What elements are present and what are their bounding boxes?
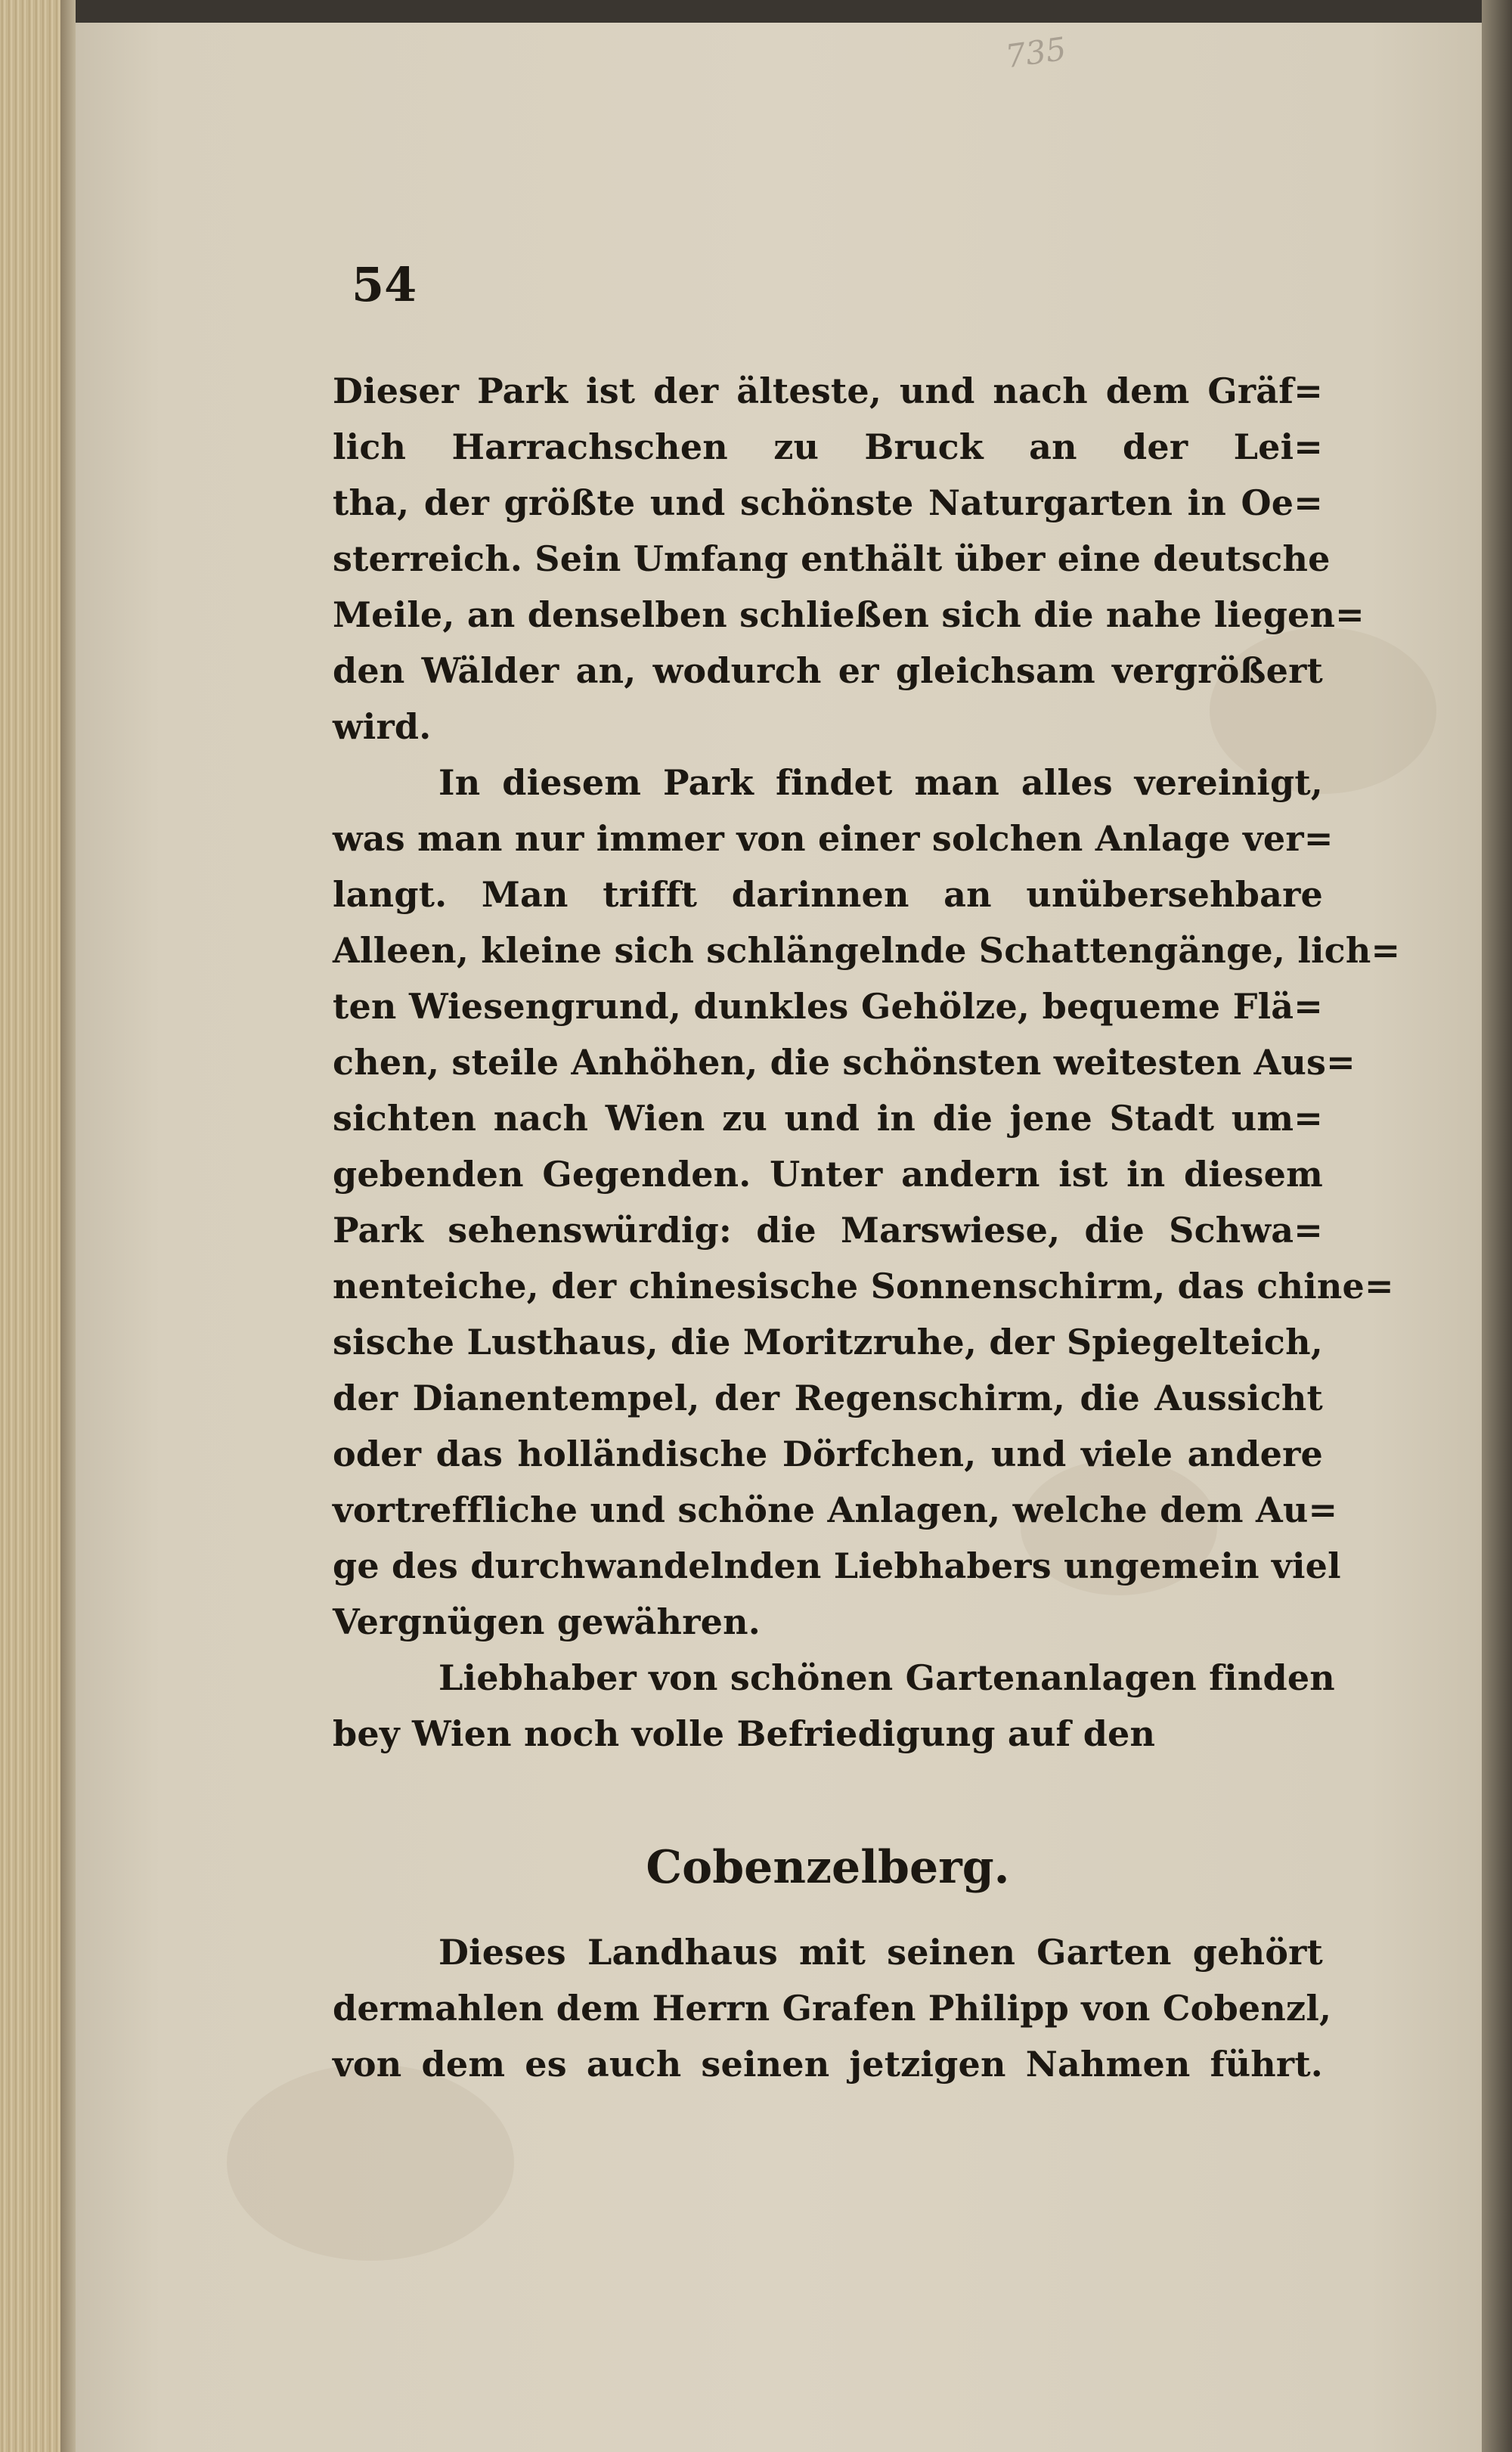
paper-stain <box>227 2064 514 2261</box>
text-line: sische Lusthaus, die Moritzruhe, der Spiegelteich, <box>333 1322 1323 1362</box>
book-page-edges <box>0 0 60 2452</box>
text-line: was man nur immer von einer solchen Anlage ver= <box>333 818 1334 859</box>
text-line: wird. <box>333 706 432 747</box>
text-line: dermahlen dem Herrn Grafen Philipp von Cobenzl, <box>333 1988 1332 2029</box>
text-line: Dieses Landhaus mit seinen Garten gehört <box>438 1932 1323 1973</box>
section-heading: Cobenzelberg. <box>646 1841 1010 1894</box>
text-line: chen, steile Anhöhen, die schönsten weitesten Aus= <box>333 1042 1356 1083</box>
text-line: ge des durchwandelnden Liebhabers ungemein viel <box>333 1545 1341 1586</box>
text-line: vortreffliche und schöne Anlagen, welche dem Au= <box>333 1489 1338 1530</box>
text-line: bey Wien noch volle Befriedigung auf den <box>333 1713 1156 1754</box>
text-line: Alleen, kleine sich schlängelnde Schattengänge, lich= <box>333 930 1401 971</box>
page-number: 54 <box>352 257 417 312</box>
closing-paragraph <box>333 1924 1332 2092</box>
text-line: von dem es auch seinen jetzigen Nahmen führt. <box>333 2044 1323 2085</box>
text-line: ten Wiesengrund, dunkles Gehölze, bequeme Flä= <box>333 986 1323 1027</box>
page-right-shadow <box>1482 0 1512 2452</box>
text-line: langt. Man trifft darinnen an unübersehbare <box>333 874 1323 915</box>
text-line: den Wälder an, wodurch er gleichsam vergrößert <box>333 650 1323 691</box>
text-line: gebenden Gegenden. Unter andern ist in diesem <box>333 1154 1323 1195</box>
text-line: In diesem Park findet man alles vereinigt, <box>438 762 1323 803</box>
handwritten-mark: 735 <box>1002 29 1069 76</box>
body-text <box>333 363 1401 1762</box>
text-line: oder das holländische Dörfchen, und viele andere <box>333 1434 1323 1474</box>
text-line: Vergnügen gewähren. <box>333 1601 761 1642</box>
text-line: lich Harrachschen zu Bruck an der Lei= <box>333 426 1323 467</box>
text-line: Dieser Park ist der älteste, und nach dem Gräf= <box>333 370 1323 411</box>
text-line: nenteiche, der chinesische Sonnenschirm, das chine= <box>333 1266 1394 1307</box>
text-line: sterreich. Sein Umfang enthält über eine deutsche <box>333 538 1331 579</box>
text-line: Meile, an denselben schließen sich die nahe liegen= <box>333 594 1365 635</box>
text-line: tha, der größte und schönste Naturgarten in Oe= <box>333 482 1323 523</box>
text-line: Park sehenswürdig: die Marswiese, die Schwa= <box>333 1210 1323 1251</box>
book-gutter <box>60 0 76 2452</box>
text-line: sichten nach Wien zu und in die jene Stadt um= <box>333 1098 1323 1139</box>
text-line: Liebhaber von schönen Gartenanlagen finden <box>438 1657 1335 1698</box>
text-line: der Dianentempel, der Regenschirm, die Aussicht <box>333 1378 1323 1418</box>
